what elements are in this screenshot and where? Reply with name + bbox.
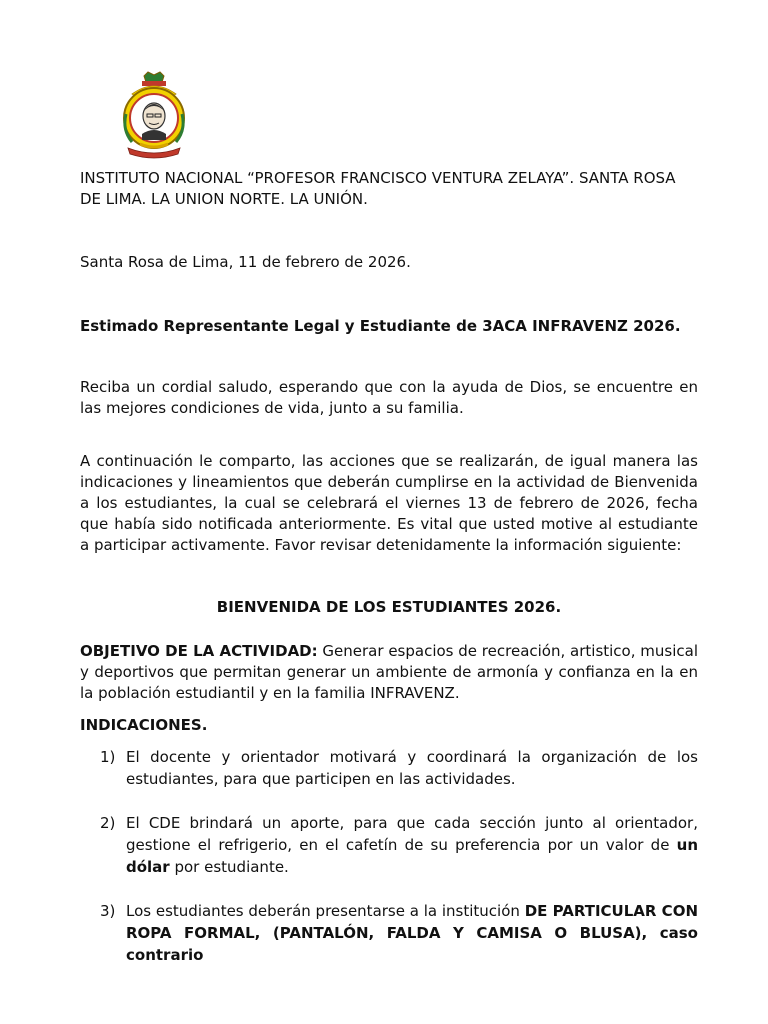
list-item-text: Los estudiantes deberán presentarse a la institución <box>126 902 525 920</box>
list-item <box>100 746 698 790</box>
paragraph-greeting: Reciba un cordial saludo, esperando que con la ayuda de Dios, se encuentre en las mejores condiciones de vida, junto a su familia. <box>80 378 698 417</box>
paragraph-actions: A continuación le comparto, las acciones que se realizarán, de igual manera las indicaciones y lineamientos que deberán cumplirse en la actividad de Bienvenida a los estudiantes, la cual se celebrará el viernes 13 de febrero de 2026, fecha que había sido notificada anteriormente. Es vital que usted motive al estudiante a participar activamente. Favor revisar detenidamente la información siguiente: <box>80 452 698 554</box>
list-item <box>100 812 698 878</box>
objective-label: OBJETIVO DE LA ACTIVIDAD: <box>80 642 318 660</box>
list-item-number: 2) <box>100 814 116 832</box>
list-item-emphasis: DE PARTICULAR CON ROPA FORMAL, (PANTALÓN, FALDA Y CAMISA O BLUSA), caso contrario <box>126 902 698 964</box>
date-line: Santa Rosa de Lima, 11 de febrero de 2026. <box>80 253 411 271</box>
list-item-text-end: por estudiante. <box>169 858 289 876</box>
institution-heading: INSTITUTO NACIONAL “PROFESOR FRANCISCO VENTURA ZELAYA”. SANTA ROSA DE LIMA. LA UNION NORTE. LA UNIÓN. <box>80 169 676 208</box>
greeting: Estimado Representante Legal y Estudiante de 3ACA INFRAVENZ 2026. <box>80 317 681 335</box>
institution-logo <box>118 70 190 160</box>
objective-text: Generar espacios de recreación, artistico, musical y deportivos que permitan generar un ambiente de armonía y confianza en la en la población estudiantil y en la familia INFRAVENZ. <box>80 642 698 702</box>
list-item <box>100 900 698 966</box>
indications-heading: INDICACIONES. <box>80 716 208 734</box>
section-title: BIENVENIDA DE LOS ESTUDIANTES 2026. <box>216 598 562 616</box>
list-item-text: El CDE brindará un aporte, para que cada sección junto al orientador, gestione el refrigerio, en el cafetín de su preferencia por un valor de <box>126 814 698 854</box>
list-item-emphasis: un dólar <box>126 836 698 876</box>
list-item-number: 1) <box>100 748 116 766</box>
objective-paragraph <box>80 641 698 704</box>
list-item-text: El docente y orientador motivará y coordinará la organización de los estudiantes, para que participen en las actividades. <box>126 748 698 788</box>
list-item-number: 3) <box>100 902 116 920</box>
indications-list <box>100 746 698 988</box>
